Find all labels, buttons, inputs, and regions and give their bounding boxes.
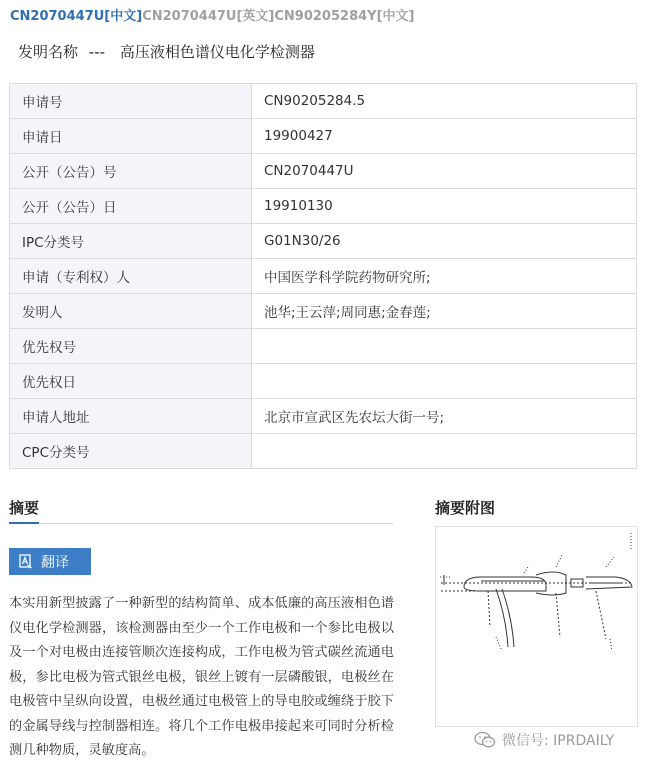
row-label: 优先权号 xyxy=(10,329,252,364)
patent-tabs xyxy=(10,5,414,24)
tab-cn-english[interactable]: CN2070447U[英文] xyxy=(142,9,275,24)
table-row xyxy=(10,434,637,469)
table-row xyxy=(10,364,637,399)
row-value: 中国医学科学院药物研究所; xyxy=(252,259,637,294)
translate-label: 翻译 xyxy=(41,554,69,571)
row-label: 公开（公告）号 xyxy=(10,154,252,189)
table-row xyxy=(10,154,637,189)
row-value xyxy=(252,434,637,469)
tab-cn-other[interactable]: CN90205284Y[中文] xyxy=(274,9,415,24)
table-row xyxy=(10,329,637,364)
row-label: CPC分类号 xyxy=(10,434,252,469)
title-separator: --- xyxy=(88,43,106,61)
title-label: 发明名称 xyxy=(18,43,79,61)
row-label: 发明人 xyxy=(10,294,252,329)
tab-cn-chinese[interactable]: CN2070447U[中文] xyxy=(10,9,143,24)
row-label: IPC分类号 xyxy=(10,224,252,259)
translate-button[interactable] xyxy=(9,548,91,575)
row-label: 申请人地址 xyxy=(10,399,252,434)
row-label: 申请日 xyxy=(10,119,252,154)
wechat-watermark xyxy=(474,730,614,750)
row-value: G01N30/26 xyxy=(252,224,637,259)
row-value: CN2070447U xyxy=(252,154,637,189)
row-value xyxy=(252,329,637,364)
abstract-divider-accent xyxy=(9,522,39,524)
row-value: 池华;王云萍;周同惠;金春莲; xyxy=(252,294,637,329)
row-value xyxy=(252,364,637,399)
translate-icon xyxy=(19,554,33,569)
table-row xyxy=(10,84,637,119)
table-row xyxy=(10,294,637,329)
invention-title xyxy=(18,41,315,62)
row-value: 19900427 xyxy=(252,119,637,154)
patent-info-table xyxy=(9,83,637,469)
table-row xyxy=(10,189,637,224)
abstract-heading: 摘要 xyxy=(9,499,40,517)
table-row xyxy=(10,119,637,154)
row-value: 19910130 xyxy=(252,189,637,224)
schematic-drawing-icon xyxy=(436,527,637,726)
abstract-text: 本实用新型披露了一种新型的结构简单、成本低廉的高压液相色谱仪电化学检测器，该检测器由至少一个工作电极和一个参比电极以及一个对电极由连接管顺次连接构成，工作电极为管式碳丝流通电极，参比电极为管式银丝电极，银丝上镀有一层磷酸银，电极丝在电极管中呈纵向设置，电极丝通过电极管上的导电胶或缠绕于胶下的金属导线与控制器相连。将几个工作电极串接起来可同时分析检测几种物质，灵敏度高。 xyxy=(9,596,394,758)
abstract-divider xyxy=(9,523,393,524)
row-label: 申请号 xyxy=(10,84,252,119)
table-row xyxy=(10,224,637,259)
row-value: CN90205284.5 xyxy=(252,84,637,119)
figure-heading: 摘要附图 xyxy=(435,499,496,517)
table-row xyxy=(10,399,637,434)
title-value: 高压液相色谱仪电化学检测器 xyxy=(119,43,315,61)
wechat-icon xyxy=(474,731,496,749)
abstract-figure[interactable] xyxy=(435,526,638,727)
row-label: 申请（专利权）人 xyxy=(10,259,252,294)
row-label: 优先权日 xyxy=(10,364,252,399)
row-value: 北京市宣武区先农坛大街一号; xyxy=(252,399,637,434)
table-row xyxy=(10,259,637,294)
row-label: 公开（公告）日 xyxy=(10,189,252,224)
watermark-text: 微信号: IPRDAILY xyxy=(502,733,615,749)
